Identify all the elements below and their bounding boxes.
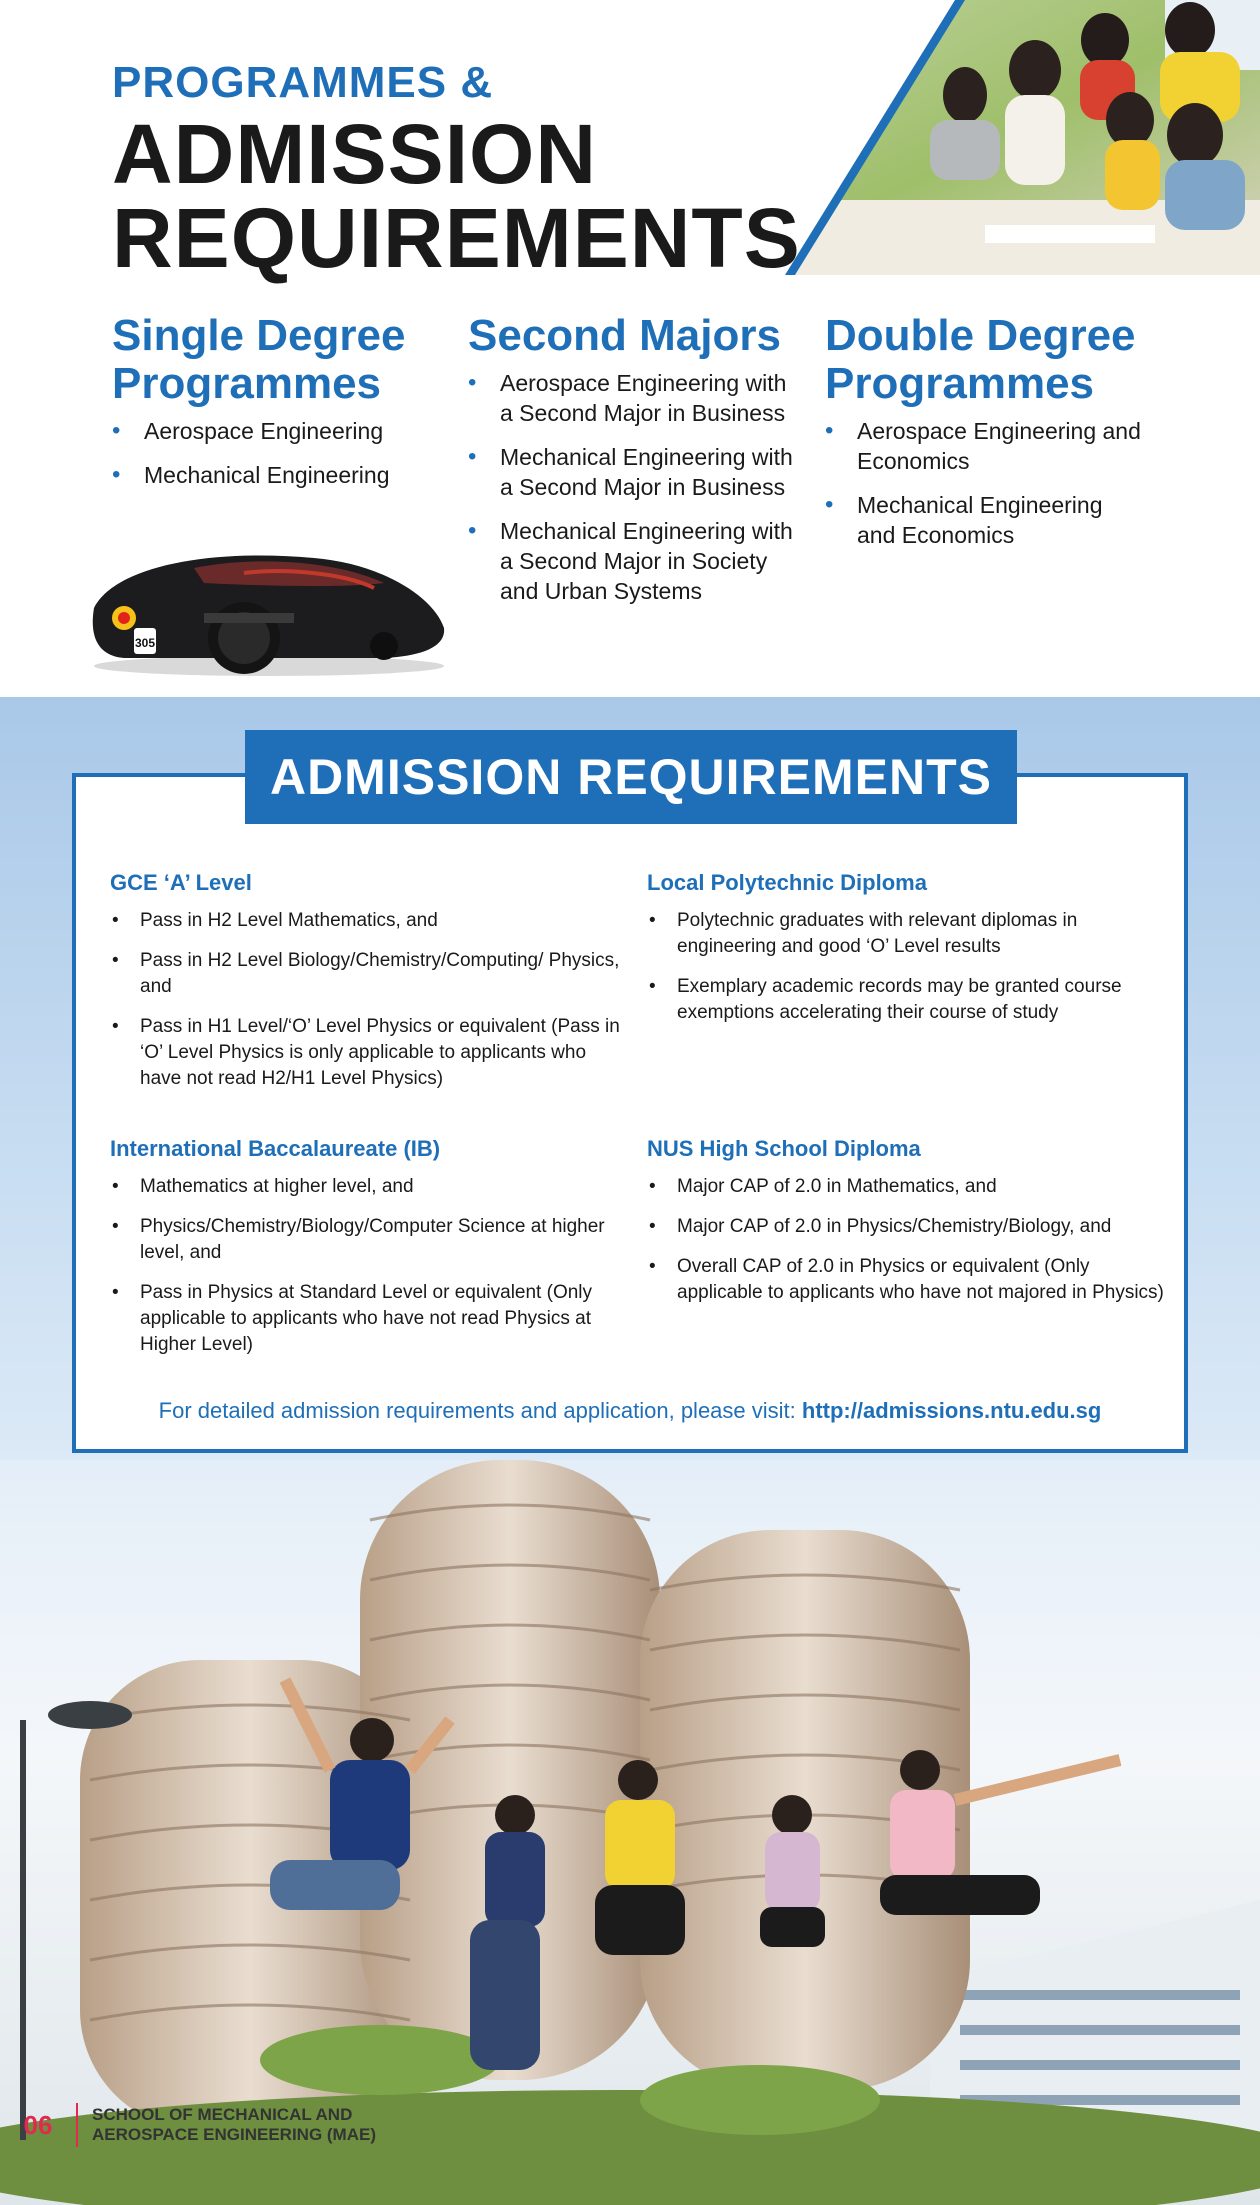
polytechnic-diploma-list — [647, 908, 1167, 1026]
ib-list — [110, 1174, 630, 1358]
car-number: 305 — [134, 636, 156, 650]
list-item: • Mechanical Engineering with a Second Major in Business — [468, 442, 798, 502]
gce-a-level-heading: GCE ‘A’ Level — [110, 870, 252, 895]
list-item: • Polytechnic graduates with relevant diplomas in engineering and good ‘O’ Level results — [647, 908, 1167, 960]
list-item: • Physics/Chemistry/Biology/Computer Science at higher level, and — [110, 1214, 630, 1266]
single-degree-list — [112, 416, 432, 490]
list-item: • Mathematics at higher level, and — [110, 1174, 630, 1200]
campus-students-jumping-photo — [0, 1460, 1260, 2205]
double-degree-column — [825, 312, 1145, 564]
visit-text: For detailed admission requirements and application, please visit: — [158, 1398, 796, 1423]
polytechnic-diploma-heading: Local Polytechnic Diploma — [647, 870, 927, 895]
list-item: • Aerospace Engineering — [112, 416, 432, 446]
single-degree-column — [112, 312, 432, 504]
admission-requirements-title: ADMISSION REQUIREMENTS — [245, 730, 1017, 824]
gce-a-level-list — [110, 908, 630, 1092]
list-item: • Mechanical Engineering with a Second Major in Society and Urban Systems — [468, 516, 798, 606]
list-item: • Major CAP of 2.0 in Physics/Chemistry/Biology, and — [647, 1214, 1167, 1240]
page-number: 06 — [0, 2103, 78, 2147]
visit-line — [72, 1398, 1188, 1424]
single-degree-heading: Single Degree Programmes — [112, 311, 406, 408]
list-item: • Mechanical Engineering — [112, 460, 432, 490]
ib-heading: International Baccalaureate (IB) — [110, 1136, 441, 1161]
nus-high-school-heading: NUS High School Diploma — [647, 1136, 921, 1161]
second-majors-heading: Second Majors — [468, 311, 781, 360]
list-item: • Exemplary academic records may be granted course exemptions accelerating their course of study — [647, 974, 1167, 1026]
footer-line1: SCHOOL OF MECHANICAL AND — [92, 2105, 353, 2124]
list-item: • Pass in H2 Level Biology/Chemistry/Computing/ Physics, and — [110, 948, 630, 1000]
page-title — [112, 107, 801, 285]
list-item: • Mechanical Engineering and Economics — [825, 490, 1145, 550]
students-group-photo — [735, 0, 1260, 275]
eco-car-image — [84, 528, 454, 678]
list-item: • Major CAP of 2.0 in Mathematics, and — [647, 1174, 1167, 1200]
list-item: • Aerospace Engineering with a Second Major in Business — [468, 368, 798, 428]
list-item: • Pass in Physics at Standard Level or equivalent (Only applicable to applicants who have not read Physics at Higher Level) — [110, 1280, 630, 1358]
admissions-link[interactable]: http://admissions.ntu.edu.sg — [801, 1398, 1102, 1423]
nus-high-school-section — [647, 1136, 1167, 1320]
list-item: • Pass in H2 Level Mathematics, and — [110, 908, 630, 934]
page-footer — [0, 2095, 440, 2155]
page-title-line2: REQUIREMENTS — [112, 191, 801, 285]
double-degree-heading: Double Degree Programmes — [825, 311, 1136, 408]
ib-section — [110, 1136, 630, 1372]
double-degree-list — [825, 416, 1145, 550]
footer-line2: AEROSPACE ENGINEERING (MAE) — [92, 2125, 376, 2144]
list-item: • Overall CAP of 2.0 in Physics or equivalent (Only applicable to applicants who have not majored in Physics) — [647, 1254, 1167, 1306]
polytechnic-diploma-section — [647, 870, 1167, 1040]
list-item: • Aerospace Engineering and Economics — [825, 416, 1145, 476]
gce-a-level-section — [110, 870, 630, 1106]
list-item: • Pass in H1 Level/‘O’ Level Physics or equivalent (Pass in ‘O’ Level Physics is only applicable to applicants who have not read H2/H1 Level Physics) — [110, 1014, 630, 1092]
second-majors-column — [468, 312, 798, 620]
second-majors-list — [468, 368, 798, 606]
footer-school-name — [78, 2105, 376, 2145]
page-kicker: PROGRAMMES & — [112, 58, 494, 107]
page-title-line1: ADMISSION — [112, 107, 598, 201]
nus-high-school-list — [647, 1174, 1167, 1306]
